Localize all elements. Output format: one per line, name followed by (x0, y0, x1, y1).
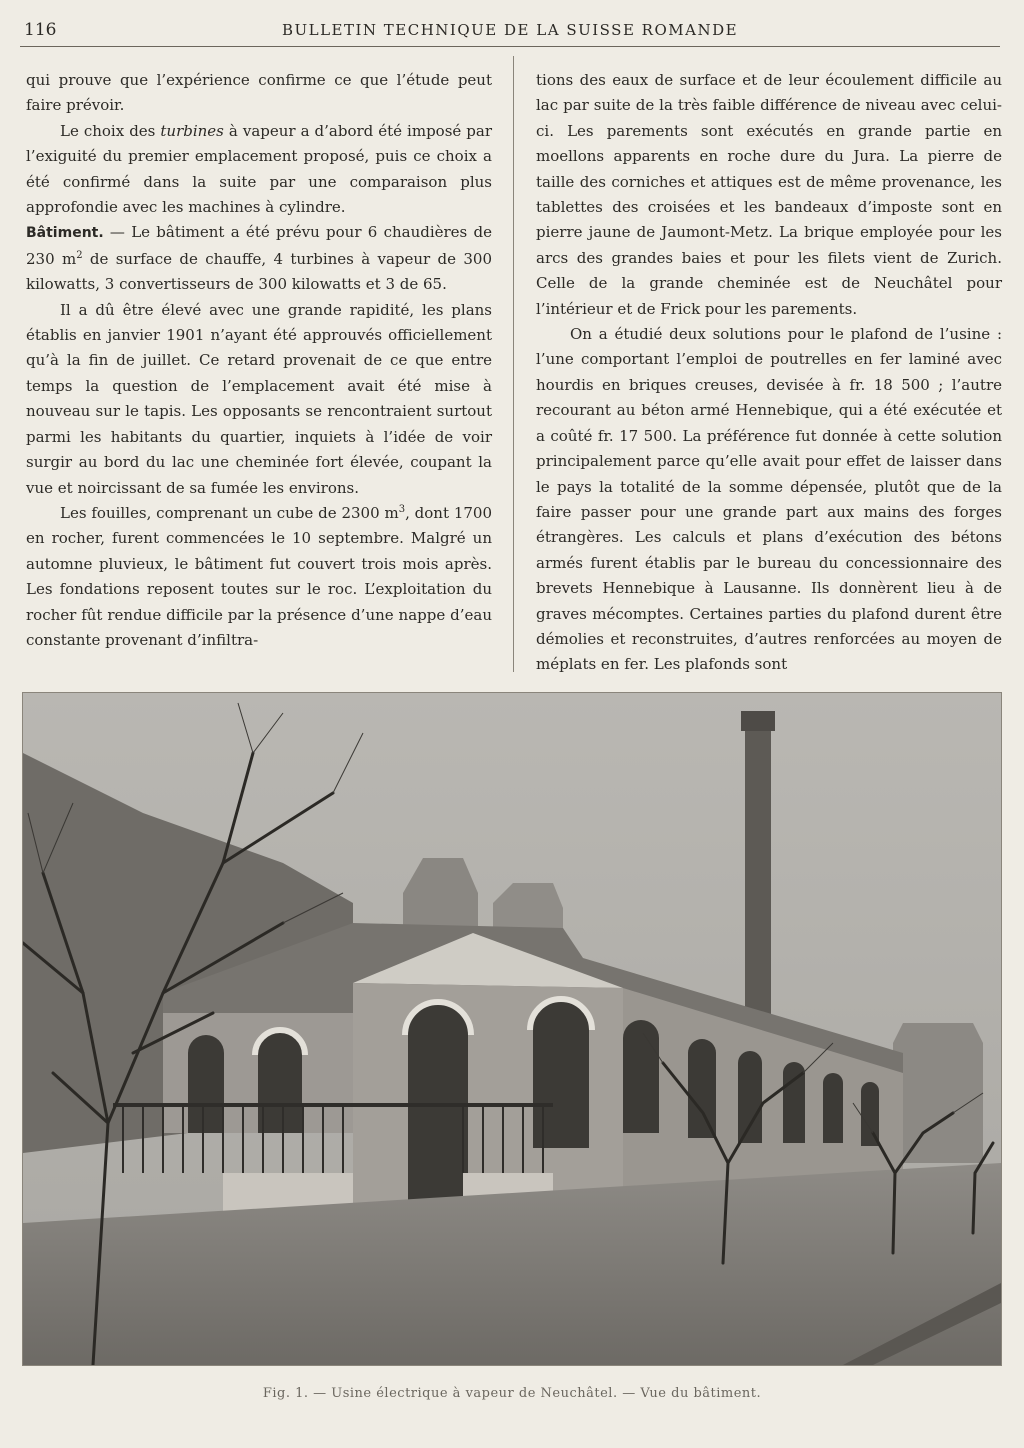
paragraph: Il a dû être élevé avec une grande rapidité, les plans établis en janvier 1901 n’ayant été approuvés officiellement qu’à la fin de juillet. Ce retard provenait de ce que entre temps la question de l’emplacement avait été mise à nouveau sur le tapis. Les opposants se rencontraient surtout parmi les habitants du quartier, inquiets à l’idée de voir surgir au bord du lac une cheminée fort élevée, coupant la vue et noircissant de sa fumée les environs. (26, 300, 492, 497)
paragraph: tions des eaux de surface et de leur écoulement difficile au lac par suite de la très faible différence de niveau avec celui-ci. Les parements sont exécutés en grande partie en moellons apparents en roche dure du Jura. La pierre de taille des corniches et attiques est de même provenance, les tablettes des croisées et les bandeaux d’imposte sont en pierre jaune de Jaumont-Metz. La brique employée pour les arcs des grandes baies et pour les filets vient de Zurich. Celle de la grande cheminée est de Neuchâtel pour l’intérieur et de Frick pour les parements. (536, 71, 1002, 318)
paragraph: On a étudié deux solutions pour le plafond de l’usine : l’une comportant l’emploi de poutrelles en fer laminé avec hourdis en briques creuses, devisée à fr. 18 500 ; l’autre recourant au béton armé Hennebique, qui a été exécutée et a coûté fr. 17 500. La préférence fut donnée à cette solution principalement parce qu’elle avait pour effet de laisser dans le pays la totalité de la somme dépensée, plutôt que de la faire passer pour une grande part aux mains des forges étrangères. Les calculs et plans d’exécution des bétons armés furent établis par le bureau du concessionnaire des brevets Hennebique à Lausanne. Ils donnèrent lieu à de graves mécomptes. Certaines parties du plafond durent être démolies et reconstruites, d’autres renforcées au moyen de méplats en fer. Les plafonds sont (536, 325, 1002, 674)
page-number: 116 (24, 20, 57, 40)
photograph-illustration (23, 693, 1001, 1365)
building-photograph (22, 692, 1002, 1366)
right-column (536, 68, 1002, 678)
page-header (20, 18, 1000, 47)
column-divider (513, 56, 514, 672)
left-column (26, 68, 492, 653)
figure-caption: Fig. 1. — Usine électrique à vapeur de Neuchâtel. — Vue du bâtiment. (262, 1386, 762, 1401)
paragraph: Le choix des turbines à vapeur a d’abord été imposé par l’exiguité du premier emplacement proposé, puis ce choix a été confirmé dans la suite par une comparaison plus approfondie avec les machines à cylindre. (26, 121, 492, 217)
paragraph: Bâtiment. — Le bâtiment a été prévu pour 6 chaudières de 230 $m^2$ de surface de chauffe, 4 turbines à vapeur de 300 kilowatts, 3 convertisseurs de 300 kilowatts et 3 de 65. (26, 223, 492, 294)
running-title: BULLETIN TECHNIQUE DE LA SUISSE ROMANDE (281, 21, 739, 39)
paragraph: qui prouve que l’expérience confirme ce que l’étude peut faire prévoir. (26, 71, 492, 115)
emphasis: turbines (160, 121, 224, 140)
paragraph: Les fouilles, comprenant un cube de 2300 $m^3$, dont 1700 en rocher, furent commencées le 10 septembre. Malgré un automne pluvieux, le bâtiment fut couvert trois mois après. Les fondations reposent toutes sur le roc. L’exploitation du rocher fût rendue difficile par la présence d’une nappe d’eau constante provenant d’infiltra- (26, 503, 492, 649)
section-heading: Bâtiment. (26, 225, 104, 242)
